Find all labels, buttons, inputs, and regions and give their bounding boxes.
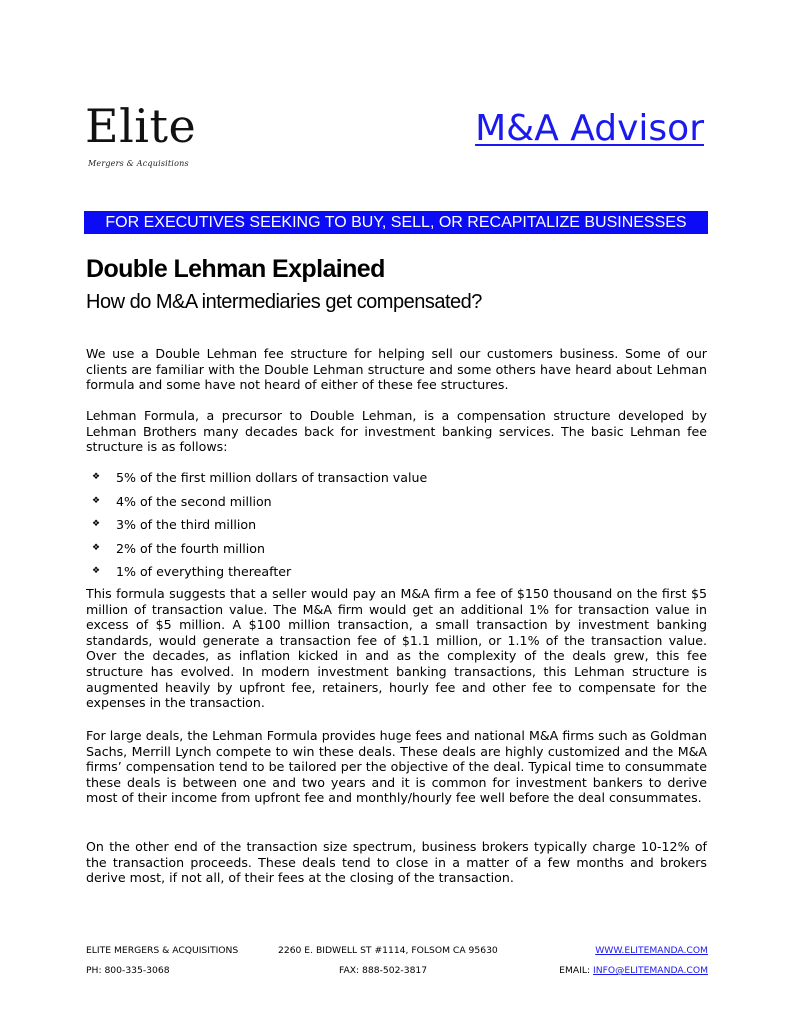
list-item xyxy=(92,537,427,561)
paragraph-lehman-formula: Lehman Formula, a precursor to Double Lehman, is a compensation structure developed by Lehman Brothers many decades back for investment banking services. The basic Lehman fee structure is as follows: xyxy=(86,408,707,455)
diamond-bullet-icon: ❖ xyxy=(92,472,101,482)
tagline-banner: FOR EXECUTIVES SEEKING TO BUY, SELL, OR RECAPITALIZE BUSINESSES xyxy=(84,211,708,234)
footer-email xyxy=(559,965,708,977)
footer-fax: FAX: 888-502-3817 xyxy=(339,965,428,976)
document-subtitle: How do M&A intermediaries get compensated? xyxy=(86,291,482,313)
footer-phone: PH: 800-335-3068 xyxy=(86,965,170,976)
document-title: Double Lehman Explained xyxy=(86,255,385,283)
list-item xyxy=(92,560,427,584)
footer-website-link[interactable]: WWW.ELITEMANDA.COM xyxy=(595,945,708,956)
diamond-bullet-icon: ❖ xyxy=(92,495,101,506)
list-item-text: 2% of the fourth million xyxy=(116,540,265,556)
footer-address: 2260 E. BIDWELL ST #1114, FOLSOM CA 95630 xyxy=(278,945,498,956)
brand-title-link[interactable]: M&A Advisor xyxy=(475,108,704,149)
fee-structure-list xyxy=(92,466,427,584)
diamond-bullet-icon: ❖ xyxy=(92,519,101,530)
diamond-bullet-icon: ❖ xyxy=(92,566,101,577)
diamond-bullet-icon: ❖ xyxy=(92,542,101,553)
footer-company: ELITE MERGERS & ACQUISITIONS xyxy=(86,945,239,956)
logo-tagline: Mergers & Acquisitions xyxy=(88,159,189,168)
paragraph-intro: We use a Double Lehman fee structure for helping sell our customers business. Some of our clients are familiar with the Double Lehman structure and some others have heard about Lehman formula and some have not heard of either of these fee structures. xyxy=(86,346,707,393)
logo-wordmark: Elite xyxy=(85,99,197,153)
footer-email-label: EMAIL: xyxy=(559,965,594,976)
list-item-text: 1% of everything thereafter xyxy=(116,564,292,580)
company-logo xyxy=(85,99,205,175)
list-item xyxy=(92,466,427,490)
paragraph-formula-example: This formula suggests that a seller would pay an M&A firm a fee of $150 thousand on the first $5 million of transaction value. The M&A firm would get an additional 1% for transaction value in excess of $5 million. A $100 million transaction, a small transaction by investment banking standards, would generate a transaction fee of $1.1 million, or 1.1% of the transaction value. Over the decades, as inflation kicked in and as the complexity of the deals grew, this fee structure has evolved. In modern investment banking transactions, this Lehman structure is augmented heavily by upfront fee, retainers, hourly fee and other fee to compensate for the expenses in the transaction. xyxy=(86,586,707,711)
list-item-text: 5% of the first million dollars of transaction value xyxy=(116,470,428,485)
paragraph-business-brokers: On the other end of the transaction size spectrum, business brokers typically charge 10-12% of the transaction proceeds. These deals tend to close in a matter of a few months and brokers derive most, if not all, of their fees at the closing of the transaction. xyxy=(86,839,707,886)
footer-email-link[interactable]: INFO@ELITEMANDA.COM xyxy=(593,965,708,976)
paragraph-large-deals: For large deals, the Lehman Formula provides huge fees and national M&A firms such as Goldman Sachs, Merrill Lynch compete to win these deals. These deals are highly customized and the M&A firms’ compensation tend to be tailored per the objective of the deal. Typical time to consummate these deals is between one and two years and it is common for investment bankers to derive most of their income from upfront fee and monthly/hourly fee well before the deal consummates. xyxy=(86,728,707,806)
list-item xyxy=(92,490,427,514)
list-item xyxy=(92,513,427,537)
list-item-text: 4% of the second million xyxy=(116,493,272,509)
list-item-text: 3% of the third million xyxy=(116,517,257,533)
